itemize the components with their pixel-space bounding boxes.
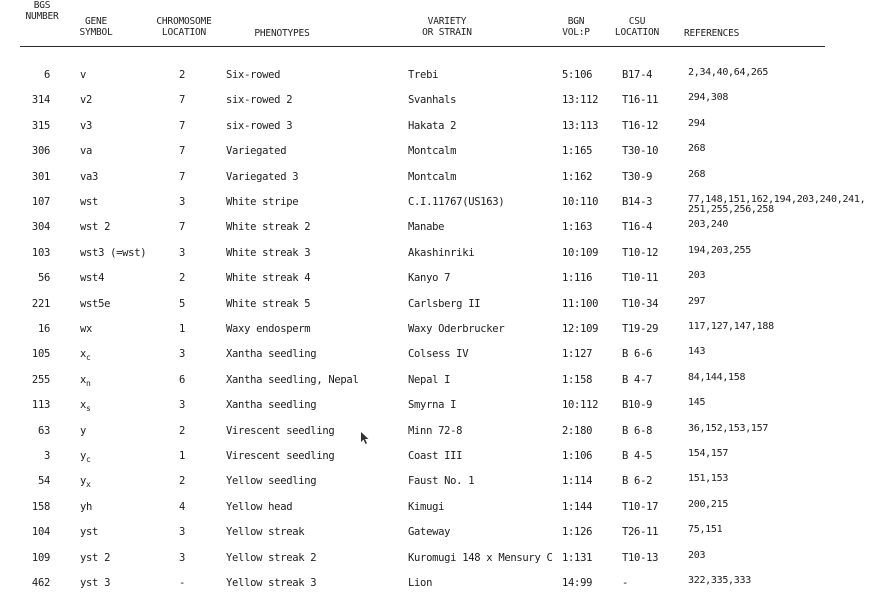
reference-line: 203,240	[688, 219, 729, 231]
csu-location-cell: B14-3	[622, 196, 653, 208]
variety-strain-cell: Waxy Oderbrucker	[408, 323, 505, 335]
gene-symbol: va3	[80, 170, 99, 183]
references-cell	[688, 195, 865, 215]
variety-strain-cell: Montcalm	[408, 170, 457, 183]
table-row	[0, 271, 890, 289]
chromosome-location-cell: 5	[178, 297, 186, 310]
phenotype-cell: Xantha seedling	[226, 399, 317, 412]
gene-symbol: v	[80, 69, 87, 81]
variety-strain-cell: Gateway	[408, 526, 451, 539]
gene-symbol-cell	[80, 576, 110, 590]
csu-location-cell: T10-12	[622, 246, 659, 259]
chromosome-location-cell: 3	[178, 196, 186, 208]
references-cell	[688, 246, 751, 256]
reference-line: 251,255,256,258	[688, 204, 774, 215]
references-cell	[688, 297, 705, 307]
csu-location-cell: B 6-2	[622, 475, 653, 488]
bgs-number-cell: 107	[31, 196, 50, 208]
header-variety-strain: VARIETY OR STRAIN	[422, 16, 472, 38]
reference-line: 154,157	[688, 448, 729, 459]
table-row	[0, 297, 890, 315]
bgs-number-cell: 3	[43, 450, 50, 462]
chromosome-location-cell: 2	[178, 424, 186, 437]
gene-symbol: yst	[80, 526, 99, 539]
table-row	[0, 347, 890, 365]
phenotype-cell: Six-rowed	[226, 69, 281, 81]
bgn-volp-cell: 11:100	[562, 297, 599, 310]
reference-line: 203	[688, 270, 706, 282]
bgn-volp-cell: 1:162	[562, 170, 593, 183]
chromosome-location-cell: 4	[178, 500, 186, 513]
chromosome-location-cell: 7	[178, 119, 186, 132]
variety-strain-cell: Colsess IV	[408, 348, 469, 361]
gene-symbol: yst 2	[80, 551, 111, 564]
reference-line: 322,335,333	[688, 575, 751, 586]
bgn-volp-cell: 1:126	[562, 526, 593, 539]
bgs-number-cell: 63	[37, 424, 50, 437]
phenotype-cell: Yellow streak	[226, 526, 305, 539]
gene-symbol-cell	[80, 373, 91, 387]
bgn-volp-cell: 1:144	[562, 500, 593, 513]
variety-strain-cell: Trebi	[408, 69, 439, 81]
chromosome-location-cell: -	[178, 577, 186, 589]
gene-symbol: yh	[80, 500, 93, 513]
reference-line: 200,215	[688, 498, 729, 510]
reference-line: 151,153	[688, 473, 729, 485]
chromosome-location-cell: 7	[178, 170, 186, 183]
gene-symbol-synonym: (=wst)	[104, 246, 147, 259]
bgs-number-cell: 301	[31, 170, 50, 183]
bgs-number-cell: 113	[31, 399, 50, 412]
reference-line: 268	[688, 143, 706, 155]
references-cell	[688, 322, 774, 332]
phenotype-cell: White streak 5	[226, 297, 311, 310]
phenotype-cell: six-rowed 3	[226, 119, 293, 132]
phenotype-cell: Yellow head	[226, 500, 293, 513]
header-references: REFERENCES	[684, 28, 740, 39]
reference-line: 297	[688, 295, 706, 307]
variety-strain-cell: Kuromugi 148 x Mensury C	[408, 551, 553, 564]
bgs-number-cell: 103	[31, 246, 50, 259]
gene-symbol: wst 2	[80, 221, 111, 234]
references-cell	[688, 271, 705, 281]
gene-symbol: wst5e	[80, 297, 111, 310]
csu-location-cell: B 6-6	[622, 348, 653, 361]
gene-symbol-cell	[80, 398, 91, 412]
references-cell	[688, 398, 705, 408]
variety-strain-cell: Minn 72-8	[408, 424, 463, 437]
chromosome-location-cell: 3	[178, 526, 186, 539]
gene-symbol-cell	[80, 220, 110, 234]
references-cell	[688, 551, 705, 561]
table-row	[0, 144, 890, 162]
reference-line: 145	[688, 397, 706, 409]
csu-location-cell: B 4-5	[622, 450, 653, 462]
phenotype-cell: White streak 3	[226, 246, 311, 259]
chromosome-location-cell: 2	[178, 272, 186, 285]
gene-symbol: y	[80, 475, 87, 488]
chromosome-location-cell: 6	[178, 373, 186, 386]
references-cell	[688, 68, 768, 78]
bgn-volp-cell: 5:106	[562, 69, 593, 81]
variety-strain-cell: Coast III	[408, 450, 463, 462]
table-row	[0, 322, 890, 340]
header-bgs-number: BGS NUMBER	[25, 0, 59, 22]
table-row	[0, 398, 890, 416]
bgs-number-cell: 255	[31, 373, 50, 386]
gene-symbol-subscript: x	[86, 480, 91, 490]
table-row	[0, 551, 890, 569]
phenotype-cell: White stripe	[226, 196, 299, 208]
gene-symbol-cell	[80, 449, 91, 463]
chromosome-location-cell: 2	[178, 475, 186, 488]
chromosome-location-cell: 1	[178, 450, 186, 462]
variety-strain-cell: Faust No. 1	[408, 475, 475, 488]
bgs-number-cell: 16	[37, 323, 50, 335]
gene-symbol-cell	[80, 68, 86, 82]
gene-symbol: wst3	[80, 246, 105, 259]
phenotype-cell: Yellow streak 3	[226, 577, 317, 589]
bgs-number-cell: 314	[31, 94, 50, 107]
phenotype-cell: Yellow seedling	[226, 475, 317, 488]
chromosome-location-cell: 3	[178, 348, 186, 361]
gene-symbol-cell	[80, 525, 98, 539]
csu-location-cell: T19-29	[622, 323, 659, 335]
references-cell	[688, 144, 705, 154]
csu-location-cell: T26-11	[622, 526, 659, 539]
bgs-number-cell: 56	[37, 272, 50, 285]
table-row	[0, 195, 890, 213]
csu-location-cell: B 6-8	[622, 424, 653, 437]
table-row	[0, 119, 890, 137]
bgn-volp-cell: 1:127	[562, 348, 593, 361]
bgs-number-cell: 315	[31, 119, 50, 132]
csu-location-cell: B17-4	[622, 69, 653, 81]
variety-strain-cell: Carlsberg II	[408, 297, 481, 310]
gene-symbol: wst	[80, 196, 99, 208]
bgs-number-cell: 304	[31, 221, 50, 234]
table-row	[0, 246, 890, 264]
phenotype-cell: Virescent seedling	[226, 450, 335, 462]
chromosome-location-cell: 3	[178, 246, 186, 259]
csu-location-cell: -	[622, 577, 629, 589]
gene-symbol-cell	[80, 500, 92, 514]
variety-strain-cell: Akashinriki	[408, 246, 475, 259]
reference-line: 143	[688, 346, 706, 358]
references-cell	[688, 500, 728, 510]
csu-location-cell: T30-9	[622, 170, 653, 183]
bgn-volp-cell: 2:180	[562, 424, 593, 437]
bgs-number-cell: 109	[31, 551, 50, 564]
table-row	[0, 424, 890, 442]
bgs-number-cell: 54	[37, 475, 50, 488]
gene-symbol-cell	[80, 119, 92, 133]
bgn-volp-cell: 10:110	[562, 196, 599, 208]
csu-location-cell: B 4-7	[622, 373, 653, 386]
reference-line: 294,308	[688, 92, 729, 104]
bgn-volp-cell: 1:165	[562, 145, 593, 158]
phenotype-cell: Virescent seedling	[226, 424, 335, 437]
gene-symbol-cell	[80, 144, 92, 158]
gene-symbol: y	[80, 450, 87, 462]
gene-symbol-subscript: s	[86, 404, 91, 414]
bgn-volp-cell: 13:112	[562, 94, 599, 107]
gene-symbol-cell	[80, 271, 104, 285]
header-bgn-volp: BGN VOL:P	[562, 16, 590, 38]
gene-symbol: wx	[80, 323, 93, 335]
header-csu-location: CSU LOCATION	[614, 16, 660, 38]
chromosome-location-cell: 3	[178, 399, 186, 412]
references-cell	[688, 347, 705, 357]
references-cell	[688, 525, 722, 535]
csu-location-cell: T16-11	[622, 94, 659, 107]
bgs-number-cell: 104	[31, 526, 50, 539]
arrow-cursor-icon	[360, 431, 370, 445]
variety-strain-cell: Montcalm	[408, 145, 457, 158]
variety-strain-cell: Nepal I	[408, 373, 451, 386]
reference-line: 203	[688, 549, 706, 561]
gene-symbol-cell	[80, 322, 92, 336]
phenotype-cell: Waxy endosperm	[226, 323, 311, 335]
reference-line: 268	[688, 168, 706, 180]
bgn-volp-cell: 14:99	[562, 577, 593, 589]
reference-line: 75,151	[688, 524, 723, 536]
gene-symbol-cell	[80, 195, 98, 209]
gene-symbol-cell	[80, 170, 98, 184]
gene-symbol-cell	[80, 424, 86, 438]
gene-symbol: x	[80, 348, 87, 361]
csu-location-cell: T10-11	[622, 272, 659, 285]
table-row	[0, 576, 890, 594]
table-row	[0, 449, 890, 467]
phenotype-cell: Yellow streak 2	[226, 551, 317, 564]
bgn-volp-cell: 1:163	[562, 221, 593, 234]
references-cell	[688, 576, 751, 586]
gene-symbol-cell	[80, 246, 146, 260]
csu-location-cell: T30-10	[622, 145, 659, 158]
table-row	[0, 474, 890, 492]
gene-symbol: wst4	[80, 272, 105, 285]
table-row	[0, 170, 890, 188]
phenotype-cell: White streak 2	[226, 221, 311, 234]
csu-location-cell: T16-4	[622, 221, 653, 234]
header-divider	[20, 46, 825, 47]
phenotype-cell: Xantha seedling	[226, 348, 317, 361]
header-gene-symbol: GENE SYMBOL	[79, 16, 113, 38]
references-cell	[688, 373, 745, 383]
table-row	[0, 68, 890, 86]
bgn-volp-cell: 10:109	[562, 246, 599, 259]
phenotype-cell: Xantha seedling, Nepal	[226, 373, 359, 386]
reference-line: 84,144,158	[688, 371, 746, 383]
bgs-number-cell: 306	[31, 145, 50, 158]
references-cell	[688, 449, 728, 459]
gene-symbol: x	[80, 399, 87, 412]
gene-symbol-cell	[80, 297, 110, 311]
gene-symbol-subscript: c	[86, 353, 91, 363]
bgn-volp-cell: 1:158	[562, 373, 593, 386]
phenotype-cell: White streak 4	[226, 272, 311, 285]
references-cell	[688, 93, 728, 103]
gene-symbol: yst 3	[80, 577, 111, 589]
bgn-volp-cell: 1:106	[562, 450, 593, 462]
variety-strain-cell: Manabe	[408, 221, 445, 234]
csu-location-cell: T10-13	[622, 551, 659, 564]
gene-symbol-cell	[80, 474, 91, 488]
bgs-number-cell: 158	[31, 500, 50, 513]
reference-line: 117,127,147,188	[688, 321, 774, 332]
bgs-number-cell: 462	[31, 577, 50, 589]
phenotype-cell: Variegated	[226, 145, 287, 158]
reference-line: 294	[688, 117, 706, 129]
chromosome-location-cell: 7	[178, 94, 186, 107]
gene-symbol-subscript: c	[86, 455, 91, 464]
table-row	[0, 93, 890, 111]
gene-symbol: va	[80, 145, 93, 158]
reference-line: 2,34,40,64,265	[688, 67, 769, 78]
csu-location-cell: T16-12	[622, 119, 659, 132]
reference-line: 194,203,255	[688, 244, 751, 256]
chromosome-location-cell: 3	[178, 551, 186, 564]
variety-strain-cell: C.I.11767(US163)	[408, 196, 505, 208]
references-cell	[688, 170, 705, 180]
references-cell	[688, 220, 728, 230]
table-row	[0, 220, 890, 238]
bgn-volp-cell: 1:131	[562, 551, 593, 564]
variety-strain-cell: Svanhals	[408, 94, 457, 107]
bgn-volp-cell: 13:113	[562, 119, 599, 132]
chromosome-location-cell: 7	[178, 145, 186, 158]
references-cell	[688, 424, 768, 434]
gene-symbol: v2	[80, 94, 93, 107]
header-chromosome-location: CHROMOSOME LOCATION	[156, 16, 212, 38]
gene-symbol-subscript: n	[86, 378, 91, 388]
table-row	[0, 373, 890, 391]
bgn-volp-cell: 12:109	[562, 323, 599, 335]
gene-symbol-cell	[80, 93, 92, 107]
chromosome-location-cell: 2	[178, 69, 186, 81]
gene-symbol-cell	[80, 551, 110, 565]
chromosome-location-cell: 7	[178, 221, 186, 234]
references-cell	[688, 474, 728, 484]
variety-strain-cell: Smyrna I	[408, 399, 457, 412]
gene-symbol-cell	[80, 347, 91, 361]
bgn-volp-cell: 1:116	[562, 272, 593, 285]
csu-location-cell: B10-9	[622, 399, 653, 412]
reference-line: 36,152,153,157	[688, 422, 769, 434]
gene-symbol: v3	[80, 119, 93, 132]
variety-strain-cell: Lion	[408, 577, 433, 589]
csu-location-cell: T10-34	[622, 297, 659, 310]
reference-line: 77,148,151,162,194,203,240,241,	[688, 194, 866, 205]
phenotype-cell: six-rowed 2	[226, 94, 293, 107]
variety-strain-cell: Hakata 2	[408, 119, 457, 132]
table-row	[0, 525, 890, 543]
variety-strain-cell: Kanyo 7	[408, 272, 451, 285]
bgs-number-cell: 105	[31, 348, 50, 361]
variety-strain-cell: Kimugi	[408, 500, 445, 513]
table-row	[0, 500, 890, 518]
header-phenotypes: PHENOTYPES	[254, 28, 310, 39]
bgs-number-cell: 221	[31, 297, 50, 310]
phenotype-cell: Variegated 3	[226, 170, 299, 183]
bgs-number-cell: 6	[43, 69, 50, 81]
bgn-volp-cell: 1:114	[562, 475, 593, 488]
gene-symbol: y	[80, 424, 87, 437]
chromosome-location-cell: 1	[178, 323, 186, 335]
gene-symbol: x	[80, 373, 87, 386]
csu-location-cell: T10-17	[622, 500, 659, 513]
bgn-volp-cell: 10:112	[562, 399, 599, 412]
references-cell	[688, 119, 705, 129]
